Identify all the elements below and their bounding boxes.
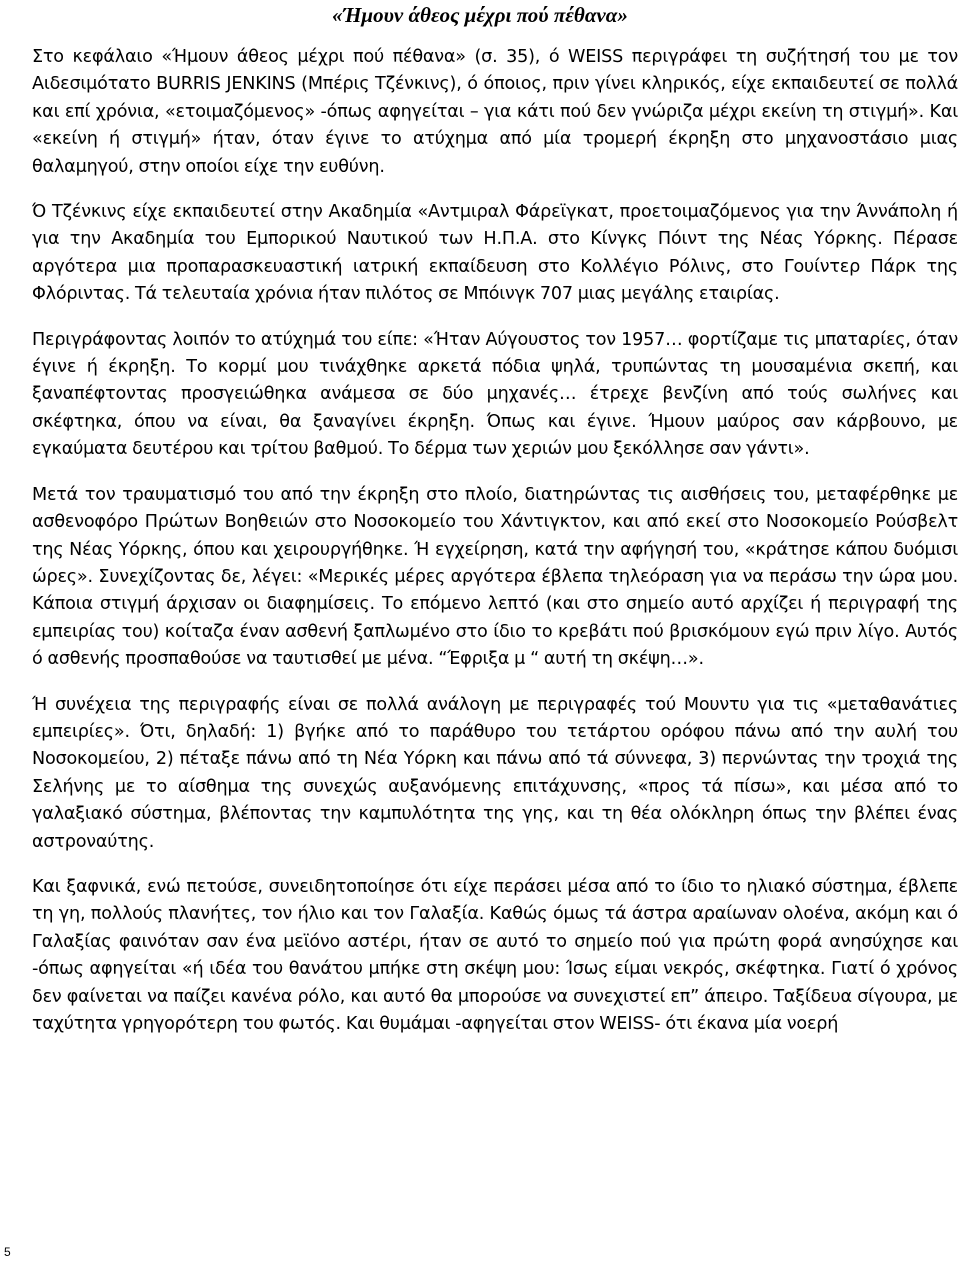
page-title: «Ήμουν άθεος μέχρι πού πέθανα» — [332, 3, 628, 27]
paragraph-2: Ό Τζένκινς είχε εκπαιδευτεί στην Ακαδημία «Αντμιραλ Φάρεϊγκατ, προετοιμαζόμενος για την Άννάπολη ή για την Ακαδημία του Εμπορικού Ναυτικού των Η.Π.Α. στο Κίνγκς Πόιντ της Νέας Υόρκης. Πέρασε αργότερα μια προπαρασκευαστική ιατρική εκπαίδευση στο Κολλέγιο Ρόλινς, στο Γουίντερ Πάρκ της Φλόριντας. Τά τελευταία χρόνια ήταν πιλότος σε Μπόινγκ 707 μιας μεγάλης εταιρίας. — [32, 202, 958, 305]
paragraph-5: Ή συνέχεια της περιγραφής είναι σε πολλά ανάλογη με περιγραφές τού Μουντυ για τις «μεταθανάτιες εμπειρίες». Ότι, δηλαδή: 1) βγήκε από το παράθυρο του τετάρτου ορόφου πάνω από την αυλή του Νοσοκομείου, 2) πέταξε πάνω από τη Νέα Υόρκη και πάνω από τά σύννεφα, 3) περνώντας την τροχιά της Σελήνης με το αίσθημα της συνεχώς αυξανόμενης επιτάχυνσης, «προς τά πίσω», και μέσα από το γαλαξιακό σύστημα, βλέποντας την καμπυλότητα της γης, και τη θέα ολόκληρη όπως την βλέπει ένας αστροναύτης. — [32, 694, 958, 852]
paragraph-3: Περιγράφοντας λοιπόν το ατύχημά του είπε: «Ήταν Αύγουστος τον 1957… φορτίζαμε τις μπαταρίες, όταν έγινε ή έκρηξη. Το κορμί μου τινάχθηκε αρκετά πόδια ψηλά, τρυπώντας τη μουσαμένια σκεπή, και ξαναπέφτοντας προσγειώθηκα ανάμεσα σε δύο μηχανές… έτρεχε βενζίνη από τούς σωλήνες και σκέφτηκα, όπου να είναι, θα ξαναγίνει έκρηξη. Όπως και έγινε. Ήμουν μαύρος σαν κάρβουνο, με εγκαύματα δευτέρου και τρίτου βαθμού. Το δέρμα των χεριών μου ξεκόλλησε σαν γάντι». — [32, 329, 958, 460]
paragraph-1: Στο κεφάλαιο «Ήμουν άθεος μέχρι πού πέθανα» (σ. 35), ό WEISS περιγράφει τη συζήτησή του με τον Αιδεσιμότατο BURRIS JENKINS (Μπέρις Τζένκινς), ό όποιος, πριν γίνει κληρικός, είχε εκπαιδευτεί σε πολλά και επί χρόνια, «ετοιμαζόμενος» -όπως αφηγείται – για κάτι πού δεν γνώριζα μέχρι εκείνη τη στιγμή». Και «εκείνη ή στιγμή» ήταν, όταν έγινε το ατύχημα από μία τρομερή έκρηξη στο μηχανοστάσιο μιας θαλαμηγού, στην οποίοι είχε την ευθύνη. — [32, 47, 958, 177]
document-body — [32, 44, 958, 1056]
page-number: 5 — [4, 1245, 11, 1259]
paragraph-6: Και ξαφνικά, ενώ πετούσε, συνειδητοποίησε ότι είχε περάσει μέσα από το ίδιο το ηλιακό σύστημα, έβλεπε τη γη, πολλούς πλανήτες, τον ήλιο και τον Γαλαξία. Καθώς όμως τά άστρα αραίωναν ολοένα, ακόμη και ό Γαλαξίας φαινόταν σαν ένα μεϊόνο αστέρι, ήταν σε αυτό το σημείο πού για πρώτη φορά ανησύχησε και -όπως αφηγείται «ή ιδέα του θανάτου μπήκε στη σκέψη μου: Ίσως είμαι νεκρός, σκέφτηκα. Γιατί ό χρόνος δεν φαίνεται να παίζει κανένα ρόλο, και αυτό θα μπορούσε να συνεχιστεί επ” άπειρο. Ταξίδευα σίγουρα, με ταχύτητα γρηγορότερη του φωτός. Και θυμάμαι -αφηγείται στον WEISS- ότι έκανα μία νοερή — [32, 876, 958, 1034]
paragraph-4: Μετά τον τραυματισμό του από την έκρηξη στο πλοίο, διατηρώντας τις αισθήσεις του, μεταφέρθηκε με ασθενοφόρο Πρώτων Βοηθειών στο Νοσοκομείο του Χάντιγκτον, και από εκεί στο Νοσοκομείο Ρούσβελτ της Νέας Υόρκης, όπου και χειρουργήθηκε. Ή εγχείρηση, κατά την αφήγησή του, «κράτησε κάπου δυόμισι ώρες». Συνεχίζοντας δε, λέγει: «Μερικές μέρες αργότερα έβλεπα τηλεόραση για να περάσω την ώρα μου. Κάποια στιγμή άρχισαν οι διαφημίσεις. Το επόμενο λεπτό (και στο σημείο αυτό αρχίζει ή περιγραφή της εμπειρίας του) κοίταζα έναν ασθενή ξαπλωμένο στο ίδιο το κρεβάτι πού βρισκόμουν εγώ πριν λίγο. Αυτός ό ασθενής προσπαθούσε να ταυτισθεί με μένα. “Έφριξα μ “ αυτή τη σκέψη…». — [32, 484, 958, 670]
